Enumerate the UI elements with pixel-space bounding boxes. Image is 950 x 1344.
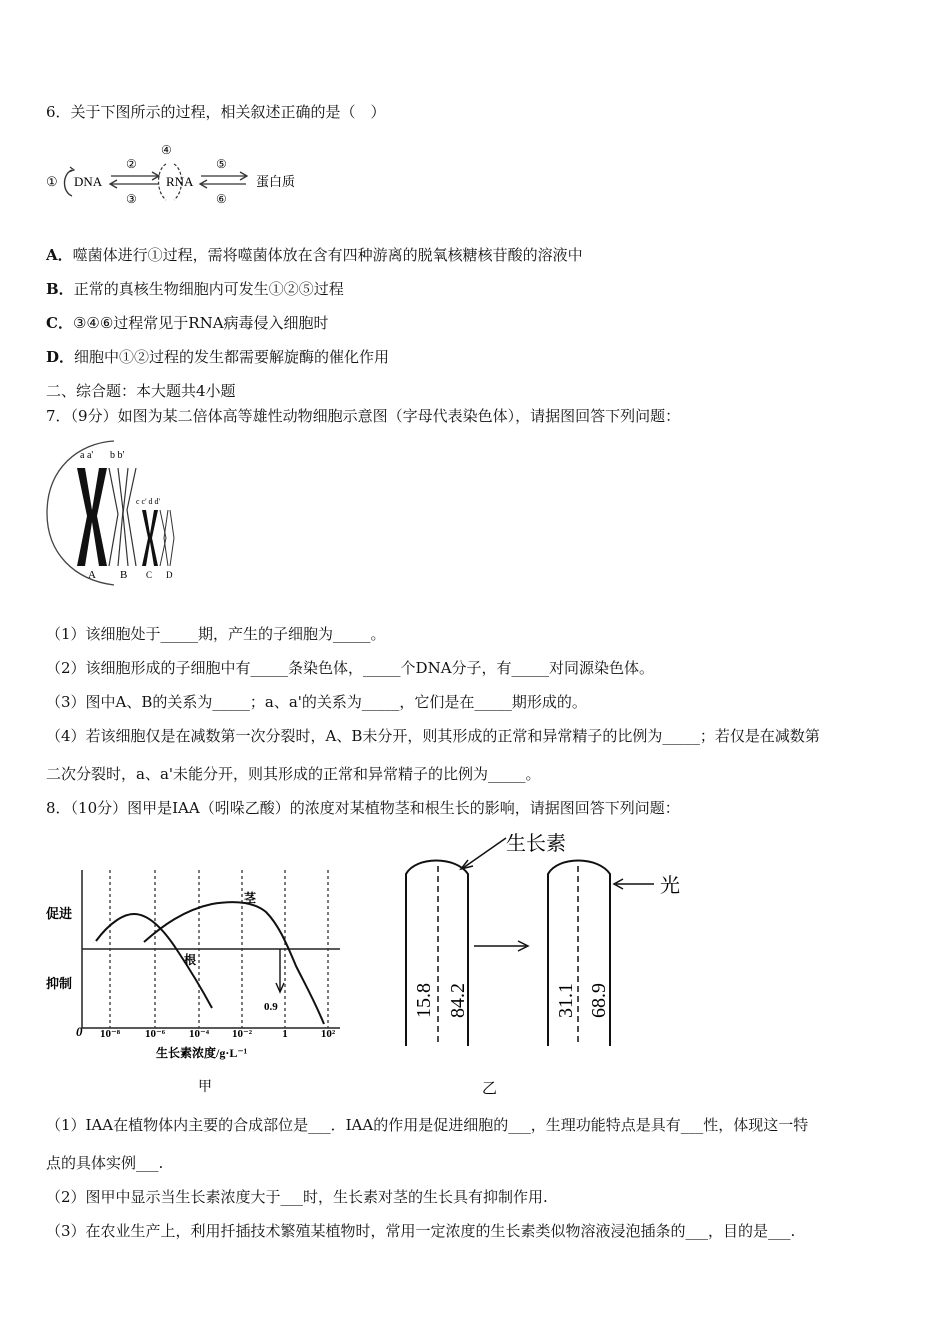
q8-stem: 8．（10分）图甲是IAA（吲哚乙酸）的浓度对某植物茎和根生长的影响，请据图回答下列问题： [46, 799, 680, 817]
label-b-pair: b b' [110, 450, 125, 461]
stem-curve [144, 902, 324, 1024]
chromosome-A [77, 468, 107, 566]
label-process-5: ⑤ [216, 157, 227, 171]
label-protein: 蛋白质 [256, 174, 296, 189]
label-process-1: ① [46, 174, 58, 189]
q6-central-dogma-diagram [44, 140, 314, 212]
left-value-2: 84.2 [447, 983, 469, 1018]
label-A: A [88, 569, 96, 581]
chromosome-D [160, 510, 174, 566]
section-2-title: 二、综合题：本大题共4小题 [46, 382, 236, 400]
q7-stem: 7．（9分）如图为某二倍体高等雄性动物细胞示意图（字母代表染色体），请据图回答下列问题： [46, 407, 681, 425]
label-D: D [166, 570, 173, 580]
label-stem: 茎 [244, 891, 257, 905]
tick-1e-6: 10⁻⁶ [144, 1028, 166, 1040]
label-promote: 促进 [46, 906, 73, 921]
label-inhibit: 抑制 [46, 976, 73, 991]
label-cd-pair: c c' d d' [136, 497, 160, 506]
label-root: 根 [184, 953, 197, 967]
label-dna: DNA [74, 174, 103, 189]
right-value-1: 31.1 [555, 983, 577, 1018]
chart-jia [44, 858, 354, 1098]
left-value-1: 15.8 [413, 983, 435, 1018]
q7-sub-4: （4）若该细胞仅是在减数第一次分裂时，A、B未分开，则其形成的正常和异常精子的比例为_____；若仅是在减数第 [46, 727, 820, 745]
label-origin: 0 [76, 1024, 83, 1039]
q6-option-b: B．正常的真核生物细胞内可发生①②⑤过程 [46, 280, 344, 298]
label-B: B [120, 569, 128, 581]
label-a-pair: a a' [80, 450, 94, 461]
label-auxin: 生长素 [506, 833, 566, 855]
q8-sub-2: （2）图甲中显示当生长素浓度大于___时，生长素对茎的生长具有抑制作用. [46, 1188, 548, 1206]
q8-sub-1: （1）IAA在植物体内主要的合成部位是___．IAA的作用是促进细胞的___，生理功能特点是具有___性，体现这一特 [46, 1116, 809, 1134]
q6-stem: 6．关于下图所示的过程，相关叙述正确的是（ ） [46, 103, 386, 121]
chromosome-C [142, 510, 158, 566]
replication-loop-arrow [65, 170, 73, 196]
label-light: 光 [660, 875, 680, 897]
caption-yi: 乙 [482, 1081, 498, 1097]
figure-yi [398, 826, 698, 1101]
rna-replication-loop [159, 164, 167, 200]
q7-cell-figure [44, 438, 194, 588]
label-process-4: ④ [161, 143, 172, 157]
tick-1e-2: 10⁻² [231, 1028, 253, 1040]
q8-sub-3: （3）在农业生产上，利用扦插技术繁殖某植物时，常用一定浓度的生长素类似物溶液浸泡插条的___，目的是___. [46, 1222, 796, 1240]
label-process-2: ② [126, 157, 137, 171]
tick-1e2: 10² [320, 1028, 336, 1040]
label-mark: 0.9 [264, 1001, 278, 1013]
right-value-2: 68.9 [588, 983, 610, 1018]
q7-sub-2: （2）该细胞形成的子细胞中有_____条染色体，_____个DNA分子，有_____对同源染色体。 [46, 659, 655, 677]
q7-sub-4-cont: 二次分裂时，a、a'未能分开，则其形成的正常和异常精子的比例为_____。 [46, 765, 541, 783]
q6-option-c: C．③④⑥过程常见于RNA病毒侵入细胞时 [46, 314, 329, 332]
tick-1e-4: 10⁻⁴ [188, 1028, 210, 1040]
tick-1e-8: 10⁻⁸ [99, 1028, 121, 1040]
q7-sub-3: （3）图中A、B的关系为_____；a、a'的关系为_____，它们是在_____期形成的。 [46, 693, 587, 711]
chromosome-B [109, 468, 136, 566]
x-axis-label: 生长素浓度/g·L⁻¹ [156, 1046, 248, 1060]
label-process-3: ③ [126, 192, 137, 206]
tick-1: 1 [282, 1028, 288, 1040]
q8-sub-1-cont: 点的具体实例___. [46, 1154, 164, 1172]
label-rna: RNA [166, 174, 194, 189]
q6-option-d: D．细胞中①②过程的发生都需要解旋酶的催化作用 [46, 348, 390, 366]
q7-sub-1: （1）该细胞处于_____期，产生的子细胞为_____。 [46, 625, 386, 643]
caption-jia: 甲 [198, 1080, 212, 1095]
label-C: C [146, 570, 153, 580]
label-process-6: ⑥ [216, 192, 227, 206]
q6-option-a: A．噬菌体进行①过程，需将噬菌体放在含有四种游离的脱氧核糖核苷酸的溶液中 [46, 246, 583, 264]
auxin-pointer [463, 838, 506, 868]
